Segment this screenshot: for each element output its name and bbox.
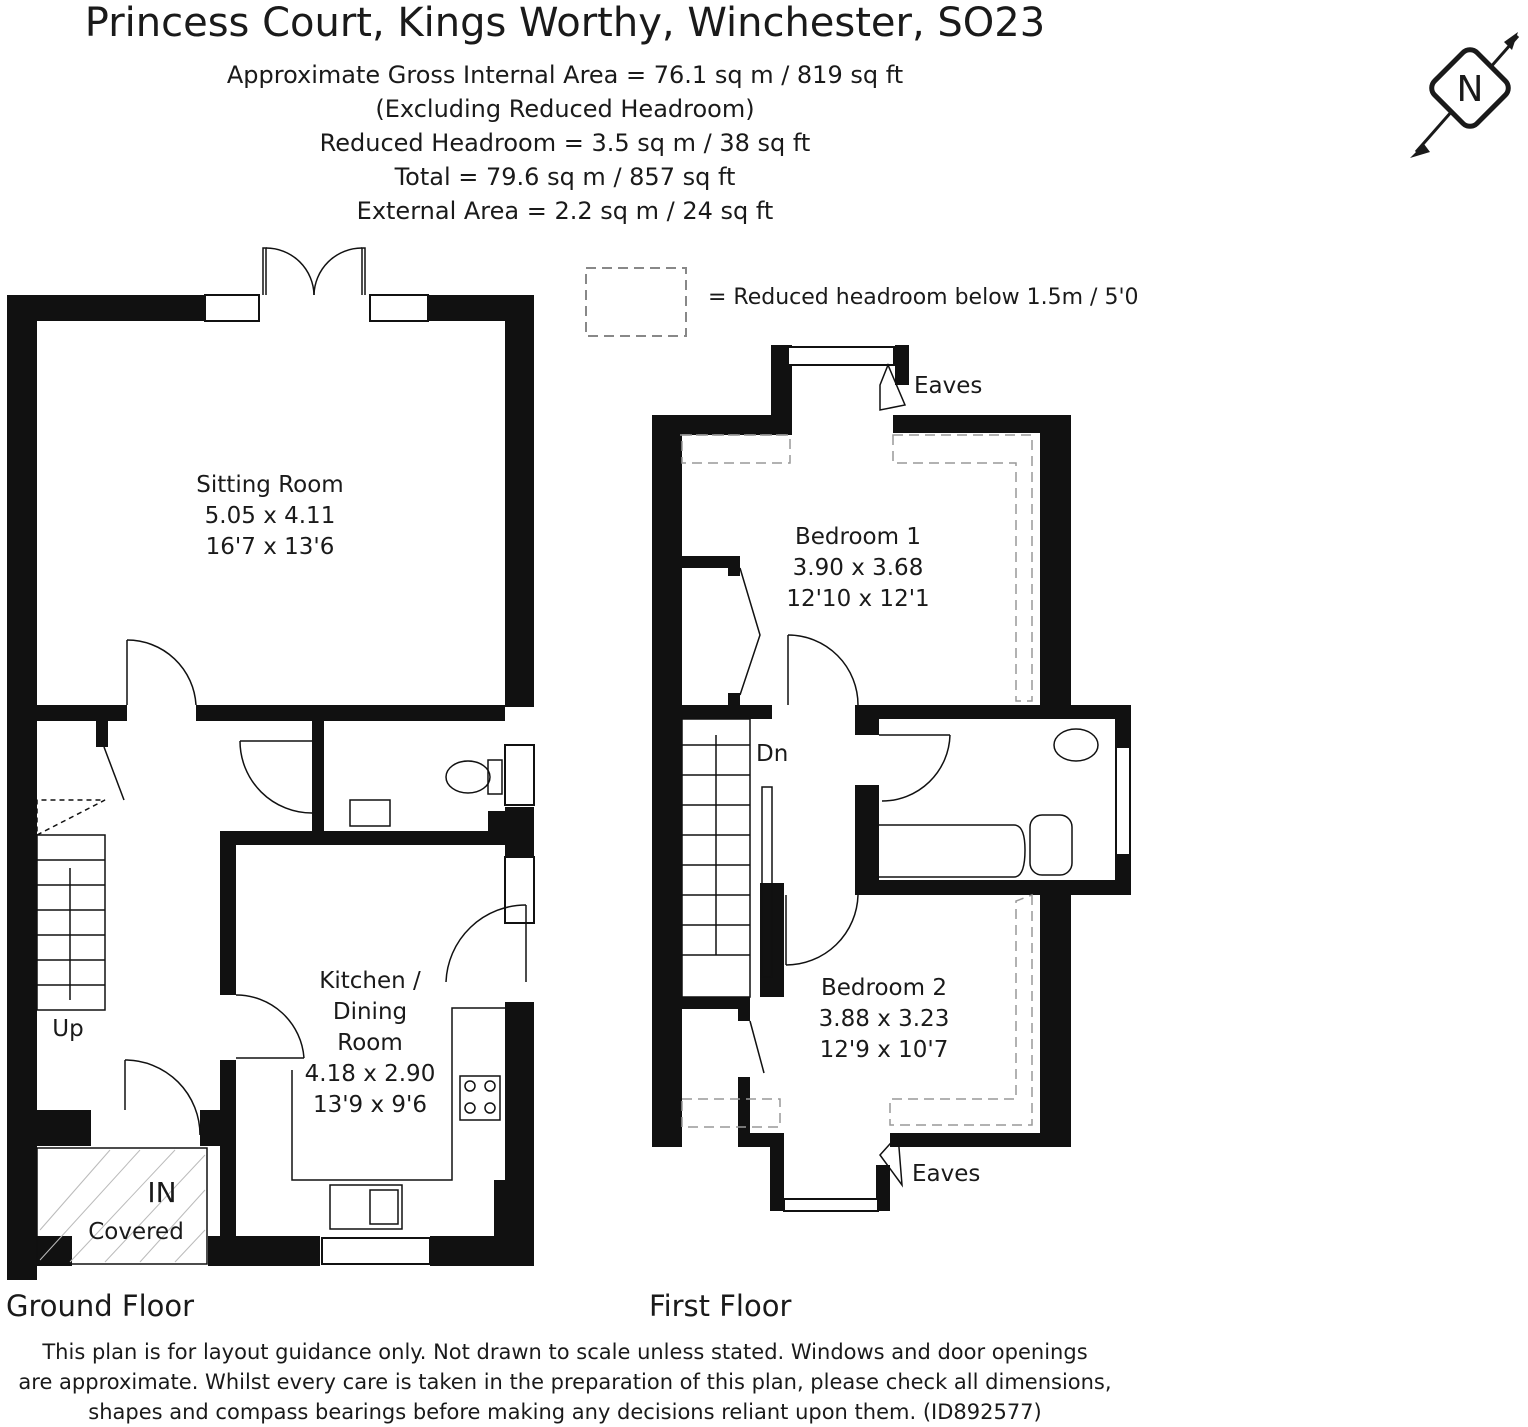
- total-area-text: Total = 79.6 sq m / 857 sq ft: [394, 163, 736, 191]
- covered-label: Covered: [88, 1219, 184, 1245]
- eaves-top-label: Eaves: [914, 373, 983, 399]
- disclaimer-line-2: are approximate. Whilst every care is taken in the preparation of this plan, please check all dimensions,: [18, 1370, 1112, 1394]
- bedroom1-metric: 3.90 x 3.68: [792, 555, 924, 581]
- disclaimer: [0, 1337, 1130, 1427]
- external-area-text: External Area = 2.2 sq m / 24 sq ft: [356, 197, 774, 225]
- legend-swatch: [584, 266, 690, 338]
- page-title: Princess Court, Kings Worthy, Winchester, SO23: [84, 0, 1046, 46]
- excluding-note-text: (Excluding Reduced Headroom): [375, 95, 755, 123]
- stairs-down-label: Dn: [756, 741, 789, 767]
- entrance-label: IN: [147, 1176, 177, 1209]
- gross-area-text: Approximate Gross Internal Area = 76.1 sq m / 819 sq ft: [226, 61, 904, 89]
- reduced-headroom-text: Reduced Headroom = 3.5 sq m / 38 sq ft: [319, 129, 811, 157]
- bedroom2-imperial: 12'9 x 10'7: [819, 1037, 949, 1063]
- kitchen-imperial: 13'9 x 9'6: [312, 1092, 428, 1118]
- sitting-room-name: Sitting Room: [196, 472, 344, 498]
- ground-floor-label: Ground Floor: [6, 1289, 195, 1323]
- legend-text: = Reduced headroom below 1.5m / 5'0: [708, 285, 1139, 310]
- bedroom2-name: Bedroom 2: [821, 975, 947, 1001]
- sitting-room-imperial: 16'7 x 13'6: [205, 534, 335, 560]
- stairs-up-label: Up: [52, 1016, 84, 1042]
- disclaimer-line-3: shapes and compass bearings before making any decisions reliant upon them. (ID892577): [88, 1400, 1042, 1424]
- sitting-room-metric: 5.05 x 4.11: [204, 503, 336, 529]
- bedroom1-name: Bedroom 1: [795, 524, 921, 550]
- eaves-bottom-label: Eaves: [912, 1161, 981, 1187]
- compass-letter: N: [1456, 69, 1484, 110]
- first-floor-label: First Floor: [649, 1289, 792, 1323]
- kitchen-name-2: Dining: [332, 999, 408, 1025]
- bedroom2-metric: 3.88 x 3.23: [818, 1006, 950, 1032]
- kitchen-name-1: Kitchen /: [319, 968, 421, 994]
- kitchen-metric: 4.18 x 2.90: [304, 1061, 436, 1087]
- disclaimer-line-1: This plan is for layout guidance only. Not drawn to scale unless stated. Windows and door openings: [42, 1340, 1088, 1364]
- bedroom1-imperial: 12'10 x 12'1: [786, 586, 930, 612]
- compass-icon: [1400, 28, 1528, 162]
- kitchen-name-3: Room: [337, 1030, 403, 1056]
- first-floor-plan: [640, 335, 1140, 1225]
- ground-floor-plan: [0, 240, 560, 1280]
